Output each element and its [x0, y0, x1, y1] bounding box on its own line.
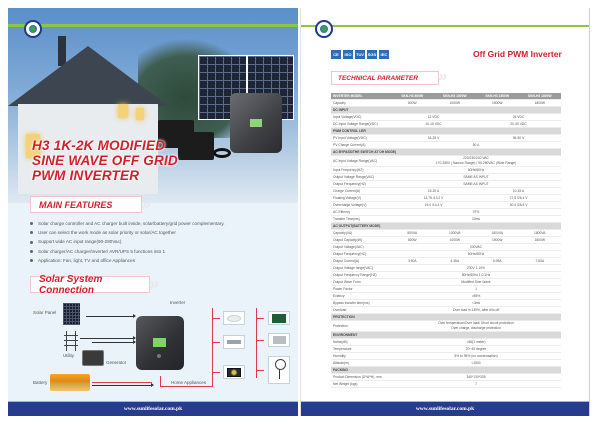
row-label: Floating Voltage(V): [331, 195, 391, 202]
utility-tower-icon: [66, 331, 76, 351]
branch-line: [212, 318, 220, 319]
feature-item: [30, 237, 290, 246]
cell: >85%: [391, 293, 561, 300]
row-label: DC Input Voltage Range(VDC): [331, 121, 391, 128]
cell: 10-15 A: [476, 188, 561, 195]
cell: 1600VA: [476, 230, 519, 237]
table-row: [331, 202, 561, 209]
cell: 1800W: [519, 237, 562, 244]
cell: Over load in 130%, after 60s off: [391, 307, 561, 314]
cell: <1500: [391, 360, 561, 367]
header-cell: SKN-H3 1000W: [434, 93, 477, 100]
website-url[interactable]: www.sunlifesolar.com.pk: [415, 406, 475, 412]
table-row: [331, 156, 561, 167]
table-row: [331, 142, 561, 149]
cell: SAME AS INPUT: [391, 181, 561, 188]
table-row: [331, 195, 561, 202]
section-row: [331, 128, 561, 135]
section-title: PROTECTION: [331, 314, 561, 321]
cell: 30.0 /28.8 V: [476, 202, 561, 209]
inverter-lcd-screen: [250, 119, 262, 127]
row-label: PV Input Voltage(VDC): [331, 135, 391, 142]
section-row: [331, 314, 561, 321]
row-label: Charge Current(A): [331, 188, 391, 195]
table-row: [331, 237, 561, 244]
header-cell: SKN-H3 1800W: [519, 93, 562, 100]
inverter-screen: [153, 338, 166, 347]
company-logo-icon: [315, 20, 333, 38]
section-row: [331, 367, 561, 374]
section-row: [331, 149, 561, 156]
table-row: [331, 286, 561, 293]
cell-line: Over charge, discharge protection: [451, 326, 501, 330]
output-line: [160, 386, 212, 387]
generator-arrow: [92, 342, 134, 343]
website-url[interactable]: www.sunlifesolar.com.pk: [123, 406, 183, 412]
product-headline: [32, 138, 178, 183]
row-label: Output Frequency Range(HZ): [331, 272, 391, 279]
row-label: Overload: [331, 307, 391, 314]
iso-cert-icon: ISO: [344, 52, 352, 57]
right-footer: [301, 401, 589, 416]
ce-cert-icon: CE: [331, 50, 341, 59]
battery-label: Battery: [33, 380, 48, 385]
header-cell: SKN-H3 800W: [391, 93, 434, 100]
cell: 7: [391, 381, 561, 388]
inverter-label: Inverter: [170, 300, 186, 305]
row-label: Eciency: [331, 293, 391, 300]
stand-fan-icon: [268, 356, 290, 384]
bus-line: [212, 308, 213, 387]
cell: 7.83A: [519, 258, 562, 265]
bullet-icon: [30, 241, 33, 244]
row-label: Capacity(VA): [331, 230, 391, 237]
bullet-icon: [30, 250, 33, 253]
branch-line: [256, 340, 264, 341]
row-label: Power Factor: [331, 286, 391, 293]
left-footer: [8, 401, 298, 416]
table-row: [331, 230, 561, 237]
row-label: Input Voltage(VDC): [331, 114, 391, 121]
cell: 15.0 /14.4 V: [391, 202, 476, 209]
green-rule: [301, 25, 590, 27]
technical-parameter-heading: TECHNICAL PARAMETER »: [331, 71, 439, 85]
row-label: Transfer Time(ms): [331, 216, 391, 223]
bullet-icon: [30, 222, 33, 225]
row-label: Output Frequency(HZ): [331, 181, 391, 188]
solar-panel-label: Solar Panel: [33, 310, 57, 315]
section-title: DC INPUT: [331, 107, 561, 114]
cell: 1000W: [434, 237, 477, 244]
headline-line-1: H3 1K-2K MODIFIED: [32, 138, 166, 153]
row-label: Input Frequency(HZ): [331, 167, 391, 174]
feature-text: Solar charger/AC charger/Inverter/ AVR/UPS 5 functions into 1: [38, 248, 166, 254]
table-row: [331, 293, 561, 300]
cell: 15-20 A: [391, 188, 476, 195]
output-line: [160, 376, 161, 386]
row-label: Protection: [331, 321, 391, 332]
cell: <3ms: [391, 300, 561, 307]
cell: 340*130*335: [391, 374, 561, 381]
cell: 800VA: [391, 230, 434, 237]
row-label: Output Capacity(W): [331, 237, 391, 244]
cell: 1800W: [519, 100, 562, 107]
router-icon: [223, 335, 245, 349]
table-row: [331, 381, 561, 388]
table-row: [331, 251, 561, 258]
cell: 1500W: [476, 100, 519, 107]
battery-icon: [50, 374, 90, 391]
cell: 6.95A: [476, 258, 519, 265]
cell: [391, 321, 561, 332]
table-row: [331, 188, 561, 195]
tuv-cert-icon: TUV: [356, 52, 364, 57]
table-row: [331, 353, 561, 360]
cell: 20-30 VDC: [476, 121, 561, 128]
table-row: [331, 135, 561, 142]
section-title: PACKING: [331, 367, 561, 374]
cell: 1000W: [434, 100, 477, 107]
table-row: [331, 272, 561, 279]
table-row: [331, 346, 561, 353]
cell: 10ms: [391, 216, 561, 223]
connection-diagram: [8, 298, 298, 393]
cell: 20~45 degree: [391, 346, 561, 353]
home-appliances-label: Home Appliances: [171, 380, 207, 385]
cell: 13.75 /13.2 V: [391, 195, 476, 202]
battery-discharge-arrow: [92, 385, 152, 386]
row-label: Capacity: [331, 100, 391, 107]
cell: 3.50A: [391, 258, 434, 265]
cell: 12 VDC: [391, 114, 476, 121]
cell: 18-25 V: [391, 135, 476, 142]
headline-line-2: SINE WAVE OFF GRID: [32, 153, 178, 168]
row-label: Output Voltage(VAC): [331, 244, 391, 251]
desktop-computer-icon: [268, 311, 290, 325]
row-label: Net Weight (kgs): [331, 381, 391, 388]
row-label: Product Dimension (D*W*H), mm: [331, 374, 391, 381]
utility-label: Utility: [63, 353, 74, 358]
bullet-icon: [30, 231, 33, 234]
row-label: Output Voltage Range(VAC): [331, 174, 391, 181]
cell: <56(1 meter): [391, 339, 561, 346]
cell: 50Hz/60Hz: [391, 251, 561, 258]
cell: 1000VA: [434, 230, 477, 237]
generator-label: Generator: [106, 360, 127, 365]
cell: 36-50 V: [476, 135, 561, 142]
table-row: [331, 114, 561, 121]
table-row: [331, 321, 561, 332]
table-row: [331, 121, 561, 128]
house-roof: [8, 46, 168, 106]
table-row: [331, 265, 561, 272]
branch-line: [256, 318, 264, 319]
window: [136, 108, 144, 120]
inverter-product-image: [230, 93, 282, 153]
table-row: [331, 374, 561, 381]
table-row: [331, 258, 561, 265]
section-row: [331, 223, 561, 230]
solar-arrow: [86, 316, 134, 317]
hero-image: [8, 8, 298, 203]
header-cell: SKN-H3 1500W: [476, 93, 519, 100]
cable-coil-image: [213, 148, 231, 158]
row-label: Noise(dB): [331, 339, 391, 346]
row-label: AC Input Voltage Range(VAC): [331, 156, 391, 167]
table-row: [331, 181, 561, 188]
cell: 50 A: [391, 142, 561, 149]
solar-connection-heading: Solar System Connection »: [30, 276, 150, 293]
table-row: [331, 339, 561, 346]
section-title: ENVIRONMENT: [331, 332, 561, 339]
cell: [391, 156, 561, 167]
branch-line: [212, 342, 220, 343]
cell: 1800VA: [519, 230, 562, 237]
ceiling-lamp-icon: [223, 311, 245, 325]
table-row: [331, 307, 561, 314]
row-label: Bypass transfer time(ms): [331, 300, 391, 307]
row-label: Output Voltage range(VAC): [331, 265, 391, 272]
right-page: [300, 8, 590, 416]
feature-item: [30, 219, 290, 228]
cell: 50Hz/60Hz 1.0.1Hz: [391, 272, 561, 279]
features-list: [30, 219, 290, 265]
main-features-heading: MAIN FEATURES »: [30, 196, 142, 213]
spec-table: [331, 93, 561, 388]
table-row: [331, 100, 561, 107]
certification-badges: [331, 50, 389, 59]
cell-line: 220/230/240 VAC: [463, 156, 489, 160]
bullet-icon: [30, 259, 33, 262]
tv-icon: [223, 365, 245, 379]
sgs-cert-icon: SGS: [367, 52, 377, 57]
feature-text: Application: Fan, light, TV and office Appliances: [38, 257, 135, 263]
inverter-button: [157, 354, 161, 358]
cell: 800W: [391, 100, 434, 107]
branch-line: [212, 372, 220, 373]
row-label: PV Charge Current(A): [331, 142, 391, 149]
cell: 97%: [391, 209, 561, 216]
header-cell: INVERTER MODEL: [331, 93, 391, 100]
window: [118, 104, 128, 118]
company-logo-icon: [24, 20, 42, 38]
table-row: [331, 167, 561, 174]
branch-line: [256, 370, 264, 371]
cell: 10-15 VDC: [391, 121, 476, 128]
battery: [178, 132, 214, 160]
section-row: [331, 332, 561, 339]
cell: 1: [391, 286, 561, 293]
iec-cert-icon: IEC: [380, 52, 388, 57]
cell: 230VAC: [391, 244, 561, 251]
inverter-icon: [136, 316, 184, 370]
section-row: [331, 107, 561, 114]
row-label: AC Effiency: [331, 209, 391, 216]
table-row: [331, 209, 561, 216]
table-row: [331, 244, 561, 251]
cell: 24 VDC: [476, 114, 561, 121]
solar-panel-icon: [63, 303, 80, 325]
section-title: PWM CONTROL LER: [331, 128, 561, 135]
table-row: [331, 216, 561, 223]
feature-text: Solar charge controller and AC charger built inside, solar/battery/grid power complementary.: [38, 221, 225, 226]
row-label: Output Frequency(HZ): [331, 251, 391, 258]
table-row: [331, 360, 561, 367]
feature-item: [30, 228, 290, 237]
cell: 5% to 95% (no condensation): [391, 353, 561, 360]
cell: Modified Sine Wave: [391, 279, 561, 286]
product-title: Off Grid PWM Inverter: [473, 49, 562, 59]
feature-item: [30, 247, 290, 256]
left-page: [8, 8, 298, 416]
row-label: Altitude(m): [331, 360, 391, 367]
row-label: Output Current(A): [331, 258, 391, 265]
row-label: Temperature: [331, 346, 391, 353]
feature-text: User can select the work mode as solar priority or solar/AC together: [38, 230, 176, 236]
row-label: Humidity: [331, 353, 391, 360]
cell-line: Over temperature/Over load/ Short circuit protection: [438, 321, 514, 325]
green-rule: [8, 24, 298, 27]
headline-line-3: PWM INVERTER: [32, 168, 140, 183]
cell: 1500W: [476, 237, 519, 244]
table-row: [331, 279, 561, 286]
cell: 4.35A: [434, 258, 477, 265]
cell-line: 170-280V ( Narrow Range) / 90-280VAC (Wide Range): [435, 161, 517, 165]
utility-arrow: [80, 338, 134, 339]
row-label: Overcharge Voltage(V): [331, 202, 391, 209]
section-title: AC BYPASS/THE SWITCH AT OH MODE): [331, 149, 561, 156]
table-row: [331, 174, 561, 181]
cell: 230V 1.10%: [391, 265, 561, 272]
section-title: AC OUTPUT(BATTERY MODE): [331, 223, 561, 230]
generator-icon: [82, 350, 104, 366]
feature-text: Support wide AC input range(90-280Vac): [38, 239, 122, 245]
feature-item: [30, 256, 290, 265]
table-row: [331, 300, 561, 307]
battery-charge-line: [92, 382, 152, 383]
cell: 27.5 /26.4 V: [476, 195, 561, 202]
cell: SAME AS INPUT: [391, 174, 561, 181]
laptop-icon: [268, 333, 290, 347]
cell: 50Hz/60Hz: [391, 167, 561, 174]
cell: 800W: [391, 237, 434, 244]
row-label: Output Wave Form: [331, 279, 391, 286]
